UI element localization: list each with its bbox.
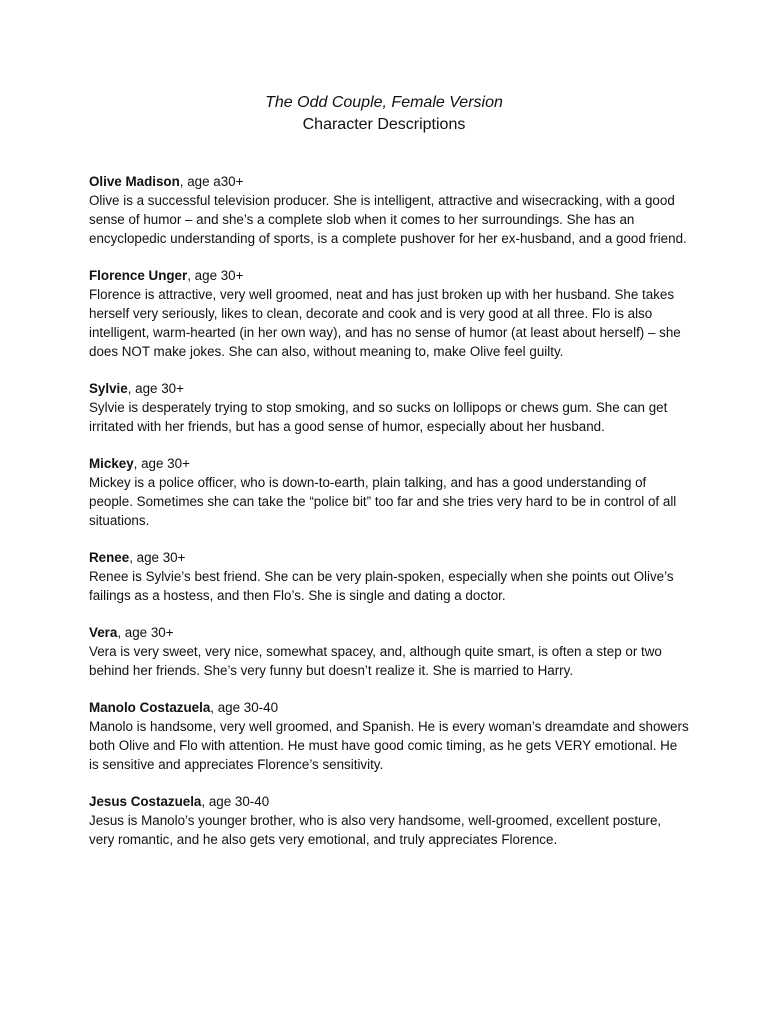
document-subtitle: Character Descriptions — [302, 116, 466, 133]
character-name: Manolo Costazuela — [89, 700, 211, 715]
character-entry — [89, 454, 689, 530]
character-age: , age 30+ — [133, 456, 190, 471]
character-entry — [89, 379, 689, 436]
character-name: Sylvie — [89, 381, 128, 396]
character-name: Florence Unger — [89, 268, 188, 283]
character-age: , age 30+ — [127, 381, 184, 396]
character-entry — [89, 623, 689, 680]
character-name: Mickey — [89, 456, 134, 471]
character-age: , age 30-40 — [201, 794, 270, 809]
document-title: The Odd Couple, Female Version — [265, 94, 503, 111]
character-description: Mickey is a police officer, who is down-to-earth, plain talking, and has a good understanding of people. Sometimes she can take the “police bit” too far and she tries very hard to be in control of all situations. — [89, 475, 677, 528]
character-age: , age 30-40 — [210, 700, 279, 715]
character-entry — [89, 698, 689, 774]
character-description: Manolo is handsome, very well groomed, and Spanish. He is every woman’s dreamdate and showers both Olive and Flo with attention. He must have good comic timing, as he gets VERY emotional. He is sensitive and appreciates Florence’s sensitivity. — [89, 719, 689, 772]
document-header — [0, 92, 768, 136]
character-entry — [89, 548, 689, 605]
character-description: Olive is a successful television producer. She is intelligent, attractive and wisecracking, with a good sense of humor – and she’s a complete slob when it comes to her surroundings. She has an encyclopedic understanding of sports, is a complete pushover for her ex-husband, and a good friend. — [89, 193, 687, 246]
character-name: Renee — [89, 550, 130, 565]
character-description: Renee is Sylvie’s best friend. She can be very plain-spoken, especially when she points out Olive’s failings as a hostess, and then Flo’s. She is single and dating a doctor. — [89, 569, 674, 603]
character-entry — [89, 266, 689, 361]
character-age: , age 30+ — [187, 268, 244, 283]
character-age: , age a30+ — [179, 174, 244, 189]
character-entry — [89, 172, 689, 248]
character-name: Vera — [89, 625, 118, 640]
character-description: Vera is very sweet, very nice, somewhat spacey, and, although quite smart, is often a step or two behind her friends. She’s very funny but doesn’t realize it. She is married to Harry. — [89, 644, 662, 678]
character-name: Olive Madison — [89, 174, 180, 189]
character-entry — [89, 792, 689, 849]
character-list — [89, 172, 689, 867]
character-description: Jesus is Manolo’s younger brother, who is also very handsome, well-groomed, excellent posture, very romantic, and he also gets very emotional, and truly appreciates Florence. — [89, 813, 662, 847]
character-description: Sylvie is desperately trying to stop smoking, and so sucks on lollipops or chews gum. She can get irritated with her friends, but has a good sense of humor, especially about her husband. — [89, 400, 668, 434]
character-age: , age 30+ — [117, 625, 174, 640]
character-age: , age 30+ — [129, 550, 186, 565]
character-name: Jesus Costazuela — [89, 794, 202, 809]
character-description: Florence is attractive, very well groomed, neat and has just broken up with her husband. She takes herself very seriously, likes to clean, decorate and cook and is very good at all three. Flo is also intelligent, warm-hearted (in her own way), and has no sense of humor (at least about herself) – she does NOT make jokes. She can also, without meaning to, make Olive feel guilty. — [89, 287, 681, 359]
